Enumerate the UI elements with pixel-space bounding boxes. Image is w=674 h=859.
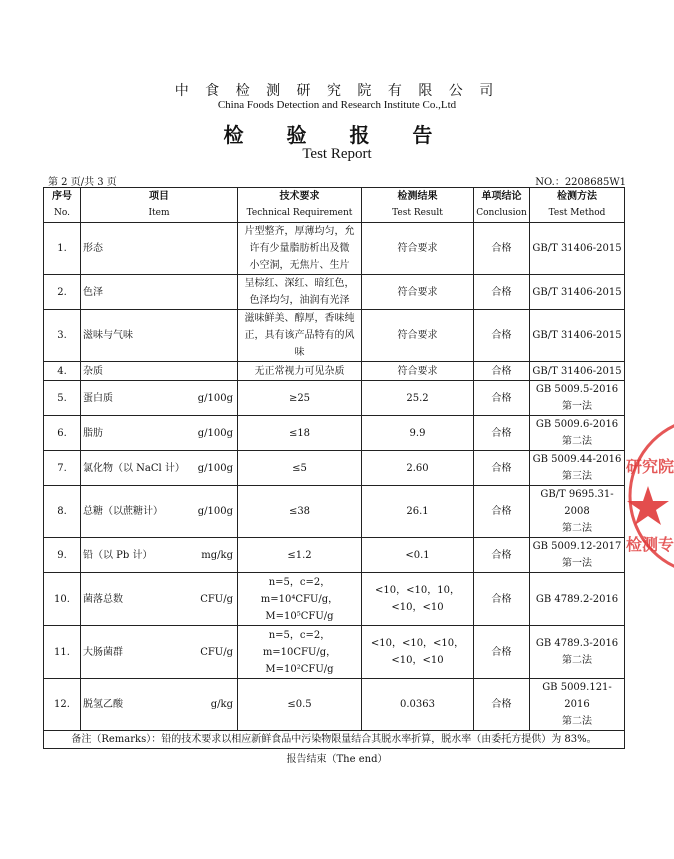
institute-name-cn: 中 食 检 测 研 究 院 有 限 公 司	[174, 83, 500, 99]
method-cell: GB/T 31406-2015	[530, 223, 625, 275]
conclusion-cell: 合格	[474, 626, 530, 679]
row-number: 3.	[44, 310, 81, 362]
table-row	[44, 223, 625, 275]
column-header-requirement: 技术要求 Technical Requirement	[238, 188, 362, 223]
row-number: 2.	[44, 275, 81, 310]
remarks-text: 备注（Remarks）：铅的技术要求以相应新鲜食品中污染物限量结合其脱水率折算，脱水率（由委托方提供）为 83%。	[44, 731, 625, 749]
item-name: 形态	[83, 243, 103, 254]
item-name: 脱氢乙酸	[83, 699, 123, 710]
method-cell: GB/T 31406-2015	[530, 275, 625, 310]
item-cell	[81, 275, 238, 310]
table-header-row	[44, 188, 625, 223]
conclusion-cell: 合格	[474, 416, 530, 451]
result-cell: 25.2	[362, 381, 474, 416]
item-unit	[233, 363, 235, 380]
item-cell	[81, 451, 238, 486]
result-cell: 2.60	[362, 451, 474, 486]
item-unit	[233, 240, 235, 257]
result-cell: <10，<10，<10， <10，<10	[362, 626, 474, 679]
result-cell: <0.1	[362, 538, 474, 573]
item-unit: g/100g	[197, 392, 233, 404]
table-row	[44, 626, 625, 679]
table-row	[44, 451, 625, 486]
row-number: 10.	[44, 573, 81, 626]
conclusion-cell: 合格	[474, 223, 530, 275]
requirement-cell: 片型整齐，厚薄均匀，允 许有少量脂肪析出及微 小空洞，无焦片、生片	[238, 223, 362, 275]
row-number: 6.	[44, 416, 81, 451]
test-results-table	[43, 187, 625, 749]
requirement-cell: ≤18	[238, 416, 362, 451]
item-cell	[81, 416, 238, 451]
item-cell	[81, 486, 238, 538]
table-row	[44, 310, 625, 362]
conclusion-cell: 合格	[474, 362, 530, 381]
table-row	[44, 486, 625, 538]
conclusion-cell: 合格	[474, 310, 530, 362]
institute-name-en: China Foods Detection and Research Institute Co.,Ltd	[217, 99, 457, 111]
item-unit: g/100g	[197, 427, 233, 439]
result-cell: 26.1	[362, 486, 474, 538]
item-unit: g/100g	[197, 506, 233, 517]
row-number: 12.	[44, 679, 81, 731]
item-cell	[81, 362, 238, 381]
result-cell: <10，<10，10， <10，<10	[362, 573, 474, 626]
method-cell: GB/T 31406-2015	[530, 310, 625, 362]
column-header-conclusion: 单项结论 Conclusion	[474, 188, 530, 223]
conclusion-cell: 合格	[474, 275, 530, 310]
item-unit: CFU/g	[200, 593, 233, 605]
requirement-cell: ≤5	[238, 451, 362, 486]
row-number: 1.	[44, 223, 81, 275]
result-cell: 0.0363	[362, 679, 474, 731]
requirement-cell: 滋味鲜美、醇厚，香味纯 正，具有该产品特有的风 味	[238, 310, 362, 362]
requirement-cell: ≤1.2	[238, 538, 362, 573]
table-row	[44, 573, 625, 626]
item-cell	[81, 679, 238, 731]
item-cell	[81, 381, 238, 416]
item-name: 总糖（以蔗糖计）	[83, 506, 163, 517]
item-name: 大肠菌群	[83, 646, 123, 658]
result-cell: 符合要求	[362, 275, 474, 310]
item-unit: g/kg	[210, 699, 233, 710]
row-number: 11.	[44, 626, 81, 679]
method-cell: GB 5009.5-2016 第一法	[530, 381, 625, 416]
report-number: NO.：2208685W1	[535, 177, 626, 188]
item-unit	[233, 327, 235, 344]
item-cell	[81, 573, 238, 626]
report-title-cn: 检 验 报 告	[223, 123, 451, 147]
item-unit: CFU/g	[200, 646, 233, 658]
item-name: 色泽	[83, 286, 103, 298]
item-unit: g/100g	[197, 462, 233, 474]
conclusion-cell: 合格	[474, 486, 530, 538]
requirement-cell: n=5，c=2， m=10CFU/g， M=10²CFU/g	[238, 626, 362, 679]
item-cell	[81, 310, 238, 362]
requirement-cell: 呈棕红、深红、暗红色， 色泽均匀，油润有光泽	[238, 275, 362, 310]
table-row	[44, 362, 625, 381]
method-cell: GB/T 31406-2015	[530, 362, 625, 381]
row-number: 7.	[44, 451, 81, 486]
table-row	[44, 381, 625, 416]
table-row	[44, 275, 625, 310]
column-header-item: 项目 Item	[81, 188, 238, 223]
item-name: 杂质	[83, 365, 103, 377]
item-cell	[81, 538, 238, 573]
method-cell: GB/T 9695.31-2008 第二法	[530, 486, 625, 538]
row-number: 5.	[44, 381, 81, 416]
page-info: 第 2 页/共 3 页	[48, 177, 117, 188]
requirement-cell: 无正常视力可见杂质	[238, 362, 362, 381]
requirement-cell: n=5，c=2， m=10⁴CFU/g， M=10⁵CFU/g	[238, 573, 362, 626]
result-cell: 符合要求	[362, 362, 474, 381]
column-header-result: 检测结果 Test Result	[362, 188, 474, 223]
result-cell: 9.9	[362, 416, 474, 451]
item-cell	[81, 626, 238, 679]
row-number: 4.	[44, 362, 81, 381]
remarks-row	[44, 731, 625, 749]
conclusion-cell: 合格	[474, 573, 530, 626]
item-name: 菌落总数	[83, 593, 123, 605]
table-row	[44, 416, 625, 451]
end-of-report: 报告结束（The end）	[286, 754, 388, 765]
row-number: 8.	[44, 486, 81, 538]
method-cell: GB 5009.121-2016 第二法	[530, 679, 625, 731]
item-name: 氯化物（以 NaCl 计）	[83, 462, 185, 474]
item-name: 脂肪	[83, 427, 103, 439]
method-cell: GB 4789.2-2016	[530, 573, 625, 626]
table-row	[44, 679, 625, 731]
item-name: 蛋白质	[83, 392, 113, 404]
report-title-en: Test Report	[302, 146, 372, 162]
red-seal-stamp	[624, 414, 674, 579]
requirement-cell: ≤38	[238, 486, 362, 538]
column-header-method: 检测方法 Test Method	[530, 188, 625, 223]
item-cell	[81, 223, 238, 275]
item-unit	[233, 284, 235, 301]
result-cell: 符合要求	[362, 223, 474, 275]
conclusion-cell: 合格	[474, 381, 530, 416]
requirement-cell: ≤0.5	[238, 679, 362, 731]
conclusion-cell: 合格	[474, 679, 530, 731]
row-number: 9.	[44, 538, 81, 573]
method-cell: GB 4789.3-2016 第二法	[530, 626, 625, 679]
table-row	[44, 538, 625, 573]
item-name: 铅（以 Pb 计）	[83, 549, 153, 561]
method-cell: GB 5009.12-2017 第一法	[530, 538, 625, 573]
item-name: 滋味与气味	[83, 330, 133, 341]
column-header-no: 序号 No.	[44, 188, 81, 223]
conclusion-cell: 合格	[474, 451, 530, 486]
conclusion-cell: 合格	[474, 538, 530, 573]
method-cell: GB 5009.6-2016 第二法	[530, 416, 625, 451]
seal-text-top: 研究院	[626, 457, 674, 476]
item-unit: mg/kg	[201, 549, 233, 561]
seal-text-bottom: 检测专	[626, 535, 674, 554]
result-cell: 符合要求	[362, 310, 474, 362]
requirement-cell: ≥25	[238, 381, 362, 416]
method-cell: GB 5009.44-2016 第三法	[530, 451, 625, 486]
